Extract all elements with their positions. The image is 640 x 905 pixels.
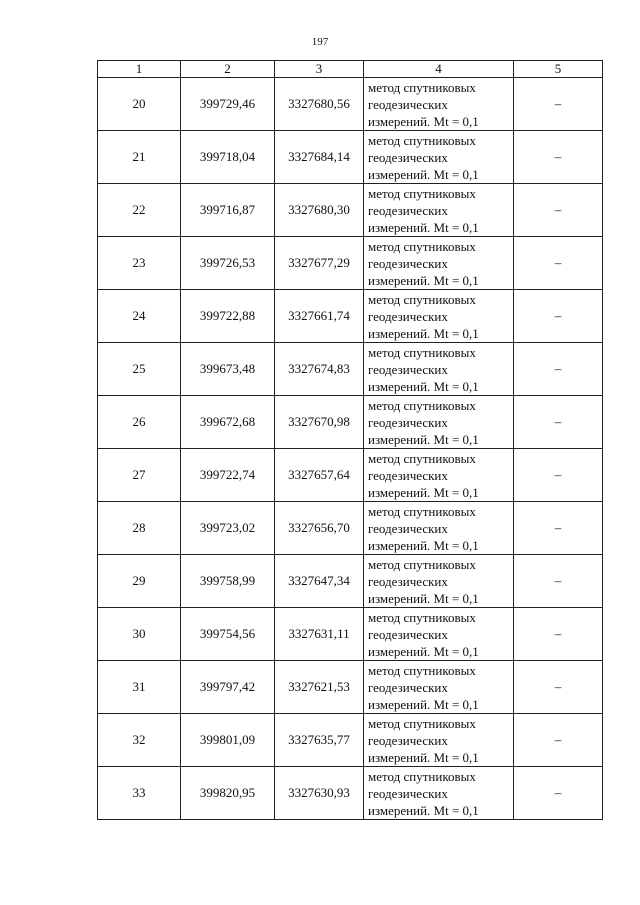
- point-number-cell: 32: [98, 714, 181, 767]
- method-line-1: метод спутниковых: [368, 397, 476, 413]
- method-cell: [364, 502, 514, 555]
- method-line-2: геодезических: [368, 573, 448, 589]
- y-coordinate-cell: 3327677,29: [275, 237, 364, 290]
- method-line-2: геодезических: [368, 96, 448, 112]
- method-cell: [364, 343, 514, 396]
- note-cell: –: [514, 237, 603, 290]
- y-coordinate-cell: 3327674,83: [275, 343, 364, 396]
- y-coordinate-cell: 3327647,34: [275, 555, 364, 608]
- method-line-3: измерений. Mt = 0,1: [368, 484, 479, 500]
- point-number-cell: 33: [98, 767, 181, 820]
- point-number-cell: 22: [98, 184, 181, 237]
- y-coordinate-cell: 3327680,30: [275, 184, 364, 237]
- method-line-3: измерений. Mt = 0,1: [368, 696, 479, 712]
- method-line-3: измерений. Mt = 0,1: [368, 590, 479, 606]
- x-coordinate-cell: 399797,42: [181, 661, 275, 714]
- y-coordinate-cell: 3327657,64: [275, 449, 364, 502]
- note-cell: –: [514, 290, 603, 343]
- x-coordinate-cell: 399718,04: [181, 131, 275, 184]
- x-coordinate-cell: 399716,87: [181, 184, 275, 237]
- method-line-1: метод спутниковых: [368, 185, 476, 201]
- method-line-1: метод спутниковых: [368, 344, 476, 360]
- table-row: [98, 237, 603, 290]
- method-cell: [364, 714, 514, 767]
- method-line-2: геодезических: [368, 520, 448, 536]
- note-cell: –: [514, 661, 603, 714]
- note-cell: –: [514, 131, 603, 184]
- header-col-5: 5: [514, 61, 603, 78]
- coordinates-table: [97, 60, 603, 820]
- method-line-2: геодезических: [368, 679, 448, 695]
- table-row: [98, 78, 603, 131]
- note-cell: –: [514, 343, 603, 396]
- x-coordinate-cell: 399820,95: [181, 767, 275, 820]
- method-cell: [364, 449, 514, 502]
- method-line-2: геодезических: [368, 149, 448, 165]
- point-number-cell: 27: [98, 449, 181, 502]
- method-cell: [364, 396, 514, 449]
- method-line-1: метод спутниковых: [368, 662, 476, 678]
- method-line-1: метод спутниковых: [368, 768, 476, 784]
- y-coordinate-cell: 3327635,77: [275, 714, 364, 767]
- method-line-1: метод спутниковых: [368, 238, 476, 254]
- x-coordinate-cell: 399722,88: [181, 290, 275, 343]
- method-line-1: метод спутниковых: [368, 556, 476, 572]
- header-col-1: 1: [98, 61, 181, 78]
- method-line-1: метод спутниковых: [368, 132, 476, 148]
- point-number-cell: 26: [98, 396, 181, 449]
- method-line-1: метод спутниковых: [368, 291, 476, 307]
- x-coordinate-cell: 399726,53: [181, 237, 275, 290]
- point-number-cell: 24: [98, 290, 181, 343]
- method-line-1: метод спутниковых: [368, 79, 476, 95]
- header-col-3: 3: [275, 61, 364, 78]
- method-line-3: измерений. Mt = 0,1: [368, 166, 479, 182]
- method-line-3: измерений. Mt = 0,1: [368, 378, 479, 394]
- method-line-2: геодезических: [368, 732, 448, 748]
- method-line-3: измерений. Mt = 0,1: [368, 749, 479, 765]
- x-coordinate-cell: 399758,99: [181, 555, 275, 608]
- x-coordinate-cell: 399801,09: [181, 714, 275, 767]
- method-line-1: метод спутниковых: [368, 503, 476, 519]
- method-line-1: метод спутниковых: [368, 715, 476, 731]
- method-cell: [364, 608, 514, 661]
- point-number-cell: 28: [98, 502, 181, 555]
- method-line-3: измерений. Mt = 0,1: [368, 219, 479, 235]
- method-line-1: метод спутниковых: [368, 609, 476, 625]
- note-cell: –: [514, 555, 603, 608]
- table-row: [98, 343, 603, 396]
- point-number-cell: 23: [98, 237, 181, 290]
- method-line-3: измерений. Mt = 0,1: [368, 802, 479, 818]
- page-number: 197: [311, 36, 329, 48]
- point-number-cell: 25: [98, 343, 181, 396]
- x-coordinate-cell: 399754,56: [181, 608, 275, 661]
- method-line-2: геодезических: [368, 202, 448, 218]
- note-cell: –: [514, 184, 603, 237]
- point-number-cell: 31: [98, 661, 181, 714]
- method-cell: [364, 661, 514, 714]
- method-cell: [364, 131, 514, 184]
- method-line-2: геодезических: [368, 255, 448, 271]
- table-row: [98, 449, 603, 502]
- note-cell: –: [514, 714, 603, 767]
- method-line-3: измерений. Mt = 0,1: [368, 431, 479, 447]
- method-cell: [364, 184, 514, 237]
- table-row: [98, 608, 603, 661]
- method-line-2: геодезических: [368, 467, 448, 483]
- point-number-cell: 29: [98, 555, 181, 608]
- table-body: [98, 78, 603, 820]
- method-line-3: измерений. Mt = 0,1: [368, 325, 479, 341]
- method-line-2: геодезических: [368, 414, 448, 430]
- method-line-2: геодезических: [368, 626, 448, 642]
- x-coordinate-cell: 399722,74: [181, 449, 275, 502]
- point-number-cell: 30: [98, 608, 181, 661]
- x-coordinate-cell: 399673,48: [181, 343, 275, 396]
- table-row: [98, 290, 603, 343]
- point-number-cell: 20: [98, 78, 181, 131]
- y-coordinate-cell: 3327684,14: [275, 131, 364, 184]
- y-coordinate-cell: 3327656,70: [275, 502, 364, 555]
- method-cell: [364, 555, 514, 608]
- table-row: [98, 555, 603, 608]
- method-cell: [364, 78, 514, 131]
- method-line-3: измерений. Mt = 0,1: [368, 272, 479, 288]
- table-row: [98, 131, 603, 184]
- method-line-3: измерений. Mt = 0,1: [368, 537, 479, 553]
- table-row: [98, 661, 603, 714]
- y-coordinate-cell: 3327680,56: [275, 78, 364, 131]
- x-coordinate-cell: 399723,02: [181, 502, 275, 555]
- method-line-2: геодезических: [368, 361, 448, 377]
- method-cell: [364, 290, 514, 343]
- table-row: [98, 714, 603, 767]
- table-row: [98, 184, 603, 237]
- method-line-3: измерений. Mt = 0,1: [368, 113, 479, 129]
- note-cell: –: [514, 449, 603, 502]
- method-line-3: измерений. Mt = 0,1: [368, 643, 479, 659]
- method-line-1: метод спутниковых: [368, 450, 476, 466]
- note-cell: –: [514, 767, 603, 820]
- method-line-2: геодезических: [368, 785, 448, 801]
- y-coordinate-cell: 3327631,11: [275, 608, 364, 661]
- method-cell: [364, 237, 514, 290]
- header-col-4: 4: [364, 61, 514, 78]
- point-number-cell: 21: [98, 131, 181, 184]
- note-cell: –: [514, 502, 603, 555]
- note-cell: –: [514, 396, 603, 449]
- note-cell: –: [514, 78, 603, 131]
- y-coordinate-cell: 3327661,74: [275, 290, 364, 343]
- table-header: [98, 61, 603, 78]
- table-row: [98, 767, 603, 820]
- note-cell: –: [514, 608, 603, 661]
- y-coordinate-cell: 3327630,93: [275, 767, 364, 820]
- x-coordinate-cell: 399672,68: [181, 396, 275, 449]
- header-row: [98, 61, 603, 78]
- header-col-2: 2: [181, 61, 275, 78]
- x-coordinate-cell: 399729,46: [181, 78, 275, 131]
- y-coordinate-cell: 3327621,53: [275, 661, 364, 714]
- method-line-2: геодезических: [368, 308, 448, 324]
- table-row: [98, 396, 603, 449]
- method-cell: [364, 767, 514, 820]
- table-row: [98, 502, 603, 555]
- y-coordinate-cell: 3327670,98: [275, 396, 364, 449]
